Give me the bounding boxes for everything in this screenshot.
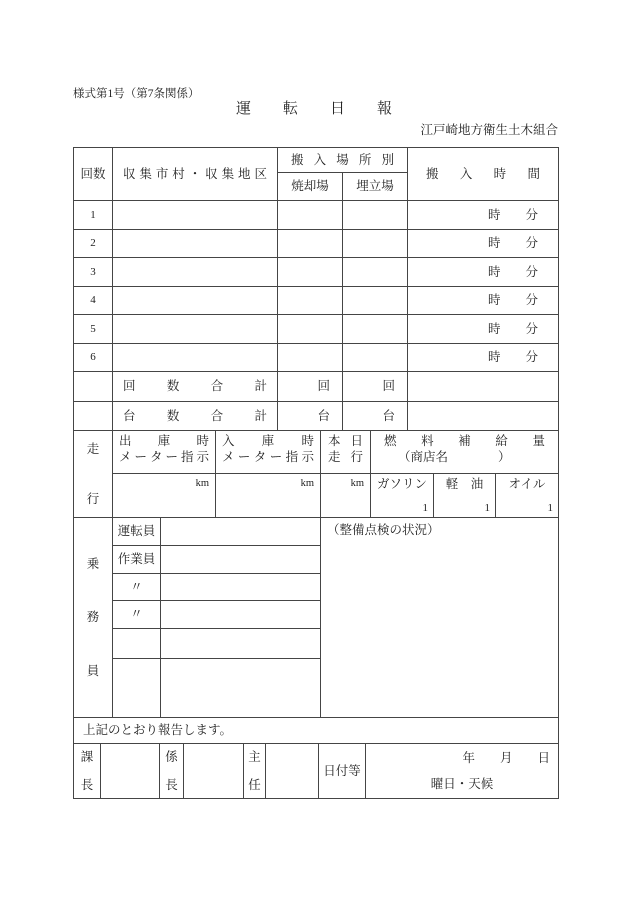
time-units: 時 分 bbox=[487, 264, 538, 279]
time-units: 時 分 bbox=[487, 236, 538, 251]
district-cell bbox=[113, 230, 278, 258]
gasoline-label: ガソリン bbox=[376, 477, 427, 491]
crew-role-worker: 作業員 bbox=[117, 552, 156, 567]
district-cell bbox=[113, 201, 278, 230]
district-cell bbox=[113, 315, 278, 344]
date-weather-cell bbox=[366, 744, 559, 799]
trip-number: 2 bbox=[90, 237, 96, 250]
section-manager-label: 課 長 bbox=[74, 744, 101, 799]
crew-name-cell bbox=[161, 659, 321, 718]
total-loads-incinerator-cell bbox=[278, 402, 343, 431]
organization-name: 江戸崎地方衛生土木組合 bbox=[420, 123, 558, 137]
crew-role-ditto: 〃 bbox=[130, 579, 143, 594]
crew-name-cell bbox=[161, 546, 321, 574]
total-trips-landfill-cell bbox=[343, 372, 408, 402]
total-loads-label-cell bbox=[113, 402, 278, 431]
landfill-cell bbox=[343, 201, 408, 230]
district-header-cell bbox=[113, 148, 278, 201]
landfill-header-label: 埋立場 bbox=[356, 179, 394, 194]
total-loads-label: 台数合計 bbox=[123, 408, 267, 423]
landfill-cell bbox=[343, 315, 408, 344]
crew-role-cell bbox=[113, 546, 161, 574]
total-trips-label-cell bbox=[113, 372, 278, 402]
gasoline-cell bbox=[371, 474, 434, 518]
departure-meter-line1: 出庫時 bbox=[119, 434, 209, 448]
district-header-label: 収集市村・収集地区 bbox=[123, 166, 267, 181]
trips-unit: 回 bbox=[317, 379, 330, 394]
departure-meter-line2: メーター指示 bbox=[119, 450, 209, 465]
crew-name-cell bbox=[161, 601, 321, 629]
crew-role-cell bbox=[113, 601, 161, 629]
time-units: 時 分 bbox=[487, 321, 538, 336]
section-manager-seal-cell bbox=[101, 744, 160, 799]
fuel-supply-line2: （商店名 ） bbox=[398, 450, 511, 465]
trip-number: 6 bbox=[90, 351, 96, 364]
fuel-supply-header-cell bbox=[371, 431, 559, 474]
crew-role-cell bbox=[113, 518, 161, 546]
time-cell bbox=[408, 230, 559, 258]
total-loads-spacer-cell bbox=[74, 402, 113, 431]
departure-meter-header-cell bbox=[113, 431, 216, 474]
landfill-header-cell bbox=[343, 173, 408, 201]
incinerator-cell bbox=[278, 201, 343, 230]
page-title: 運転日報 bbox=[236, 101, 392, 117]
diesel-amount-unit: 1 bbox=[484, 501, 490, 514]
incinerator-cell bbox=[278, 230, 343, 258]
inspection-status-cell bbox=[321, 518, 559, 718]
time-units: 時 分 bbox=[487, 207, 538, 222]
landfill-cell bbox=[343, 344, 408, 372]
date-line: 年 月 日 bbox=[462, 751, 550, 765]
trip-number-cell bbox=[74, 258, 113, 287]
inspection-status-label: （整備点検の状況） bbox=[327, 523, 440, 537]
weather-line: 曜日・天候 bbox=[430, 776, 494, 791]
oil-cell bbox=[496, 474, 559, 518]
trip-number-cell bbox=[74, 344, 113, 372]
crew-role-cell bbox=[113, 629, 161, 659]
crew-role-cell bbox=[113, 659, 161, 718]
crew-name-cell bbox=[161, 518, 321, 546]
trip-number-cell bbox=[74, 201, 113, 230]
district-cell bbox=[113, 344, 278, 372]
loads-unit: 台 bbox=[382, 408, 395, 423]
time-cell bbox=[408, 201, 559, 230]
time-cell bbox=[408, 287, 559, 315]
trips-header-cell bbox=[74, 148, 113, 201]
crew-name-cell bbox=[161, 629, 321, 659]
trip-number-cell bbox=[74, 230, 113, 258]
crew-section-label: 乗 務 員 bbox=[74, 518, 113, 718]
total-trips-incinerator-cell bbox=[278, 372, 343, 402]
trip-number: 4 bbox=[90, 294, 96, 307]
site-type-header-label: 搬入場所別 bbox=[291, 152, 394, 167]
return-meter-line2: メーター指示 bbox=[222, 450, 314, 465]
today-distance-km-cell bbox=[321, 474, 371, 518]
chief-seal-cell bbox=[184, 744, 244, 799]
report-statement-cell bbox=[74, 718, 559, 744]
trips-unit: 回 bbox=[382, 379, 395, 394]
incinerator-header-cell bbox=[278, 173, 343, 201]
trip-number: 3 bbox=[90, 265, 96, 278]
district-cell bbox=[113, 258, 278, 287]
oil-amount-unit: 1 bbox=[547, 501, 553, 514]
crew-name-cell bbox=[161, 574, 321, 601]
trip-number-cell bbox=[74, 315, 113, 344]
mileage-section-label: 走 行 bbox=[74, 431, 113, 518]
gasoline-amount-unit: 1 bbox=[422, 501, 428, 514]
return-meter-km-cell: km bbox=[216, 474, 321, 518]
incinerator-cell bbox=[278, 258, 343, 287]
landfill-cell bbox=[343, 287, 408, 315]
diesel-label: 軽 油 bbox=[445, 477, 484, 491]
loads-unit: 台 bbox=[317, 408, 330, 423]
time-cell bbox=[408, 258, 559, 287]
fuel-supply-line1: 燃料補給量 bbox=[384, 434, 545, 448]
form-number: 様式第1号（第7条関係） bbox=[73, 88, 200, 100]
landfill-cell bbox=[343, 258, 408, 287]
today-distance-header-cell bbox=[321, 431, 371, 474]
return-meter-header-cell bbox=[216, 431, 321, 474]
carry-in-time-header-label: 搬入時間 bbox=[426, 166, 540, 181]
time-cell bbox=[408, 344, 559, 372]
time-cell bbox=[408, 315, 559, 344]
diesel-cell bbox=[434, 474, 496, 518]
crew-role-driver: 運転員 bbox=[117, 524, 156, 539]
incinerator-cell bbox=[278, 344, 343, 372]
today-distance-line1: 本日 bbox=[328, 434, 363, 448]
incinerator-header-label: 焼却場 bbox=[291, 179, 329, 194]
chief-label: 係 長 bbox=[160, 744, 184, 799]
district-cell bbox=[113, 287, 278, 315]
site-type-header-cell bbox=[278, 148, 408, 173]
trips-header-label: 回数 bbox=[80, 166, 106, 181]
incinerator-cell bbox=[278, 287, 343, 315]
report-statement: 上記のとおり報告します。 bbox=[83, 723, 233, 738]
trip-number-cell bbox=[74, 287, 113, 315]
crew-role-ditto: 〃 bbox=[130, 607, 143, 622]
carry-in-time-header-cell bbox=[408, 148, 559, 201]
total-trips-label: 回数合計 bbox=[123, 379, 267, 394]
time-units: 時 分 bbox=[487, 350, 538, 365]
supervisor-label: 主 任 bbox=[244, 744, 266, 799]
time-units: 時 分 bbox=[487, 293, 538, 308]
total-loads-blank-cell bbox=[408, 402, 559, 431]
report-table bbox=[73, 147, 559, 799]
trip-number: 5 bbox=[90, 322, 96, 335]
date-etc-label: 日付等 bbox=[323, 763, 361, 778]
today-distance-line2: 走行 bbox=[328, 450, 363, 465]
total-trips-blank-cell bbox=[408, 372, 559, 402]
return-meter-line1: 入庫時 bbox=[222, 434, 314, 448]
total-loads-landfill-cell bbox=[343, 402, 408, 431]
supervisor-seal-cell bbox=[266, 744, 319, 799]
trip-number: 1 bbox=[90, 208, 96, 221]
landfill-cell bbox=[343, 230, 408, 258]
crew-role-cell bbox=[113, 574, 161, 601]
oil-label: オイル bbox=[508, 477, 546, 491]
km-unit: km bbox=[350, 478, 364, 489]
total-trips-spacer-cell bbox=[74, 372, 113, 402]
date-etc-label-cell bbox=[319, 744, 366, 799]
departure-meter-km-cell: km bbox=[113, 474, 216, 518]
incinerator-cell bbox=[278, 315, 343, 344]
